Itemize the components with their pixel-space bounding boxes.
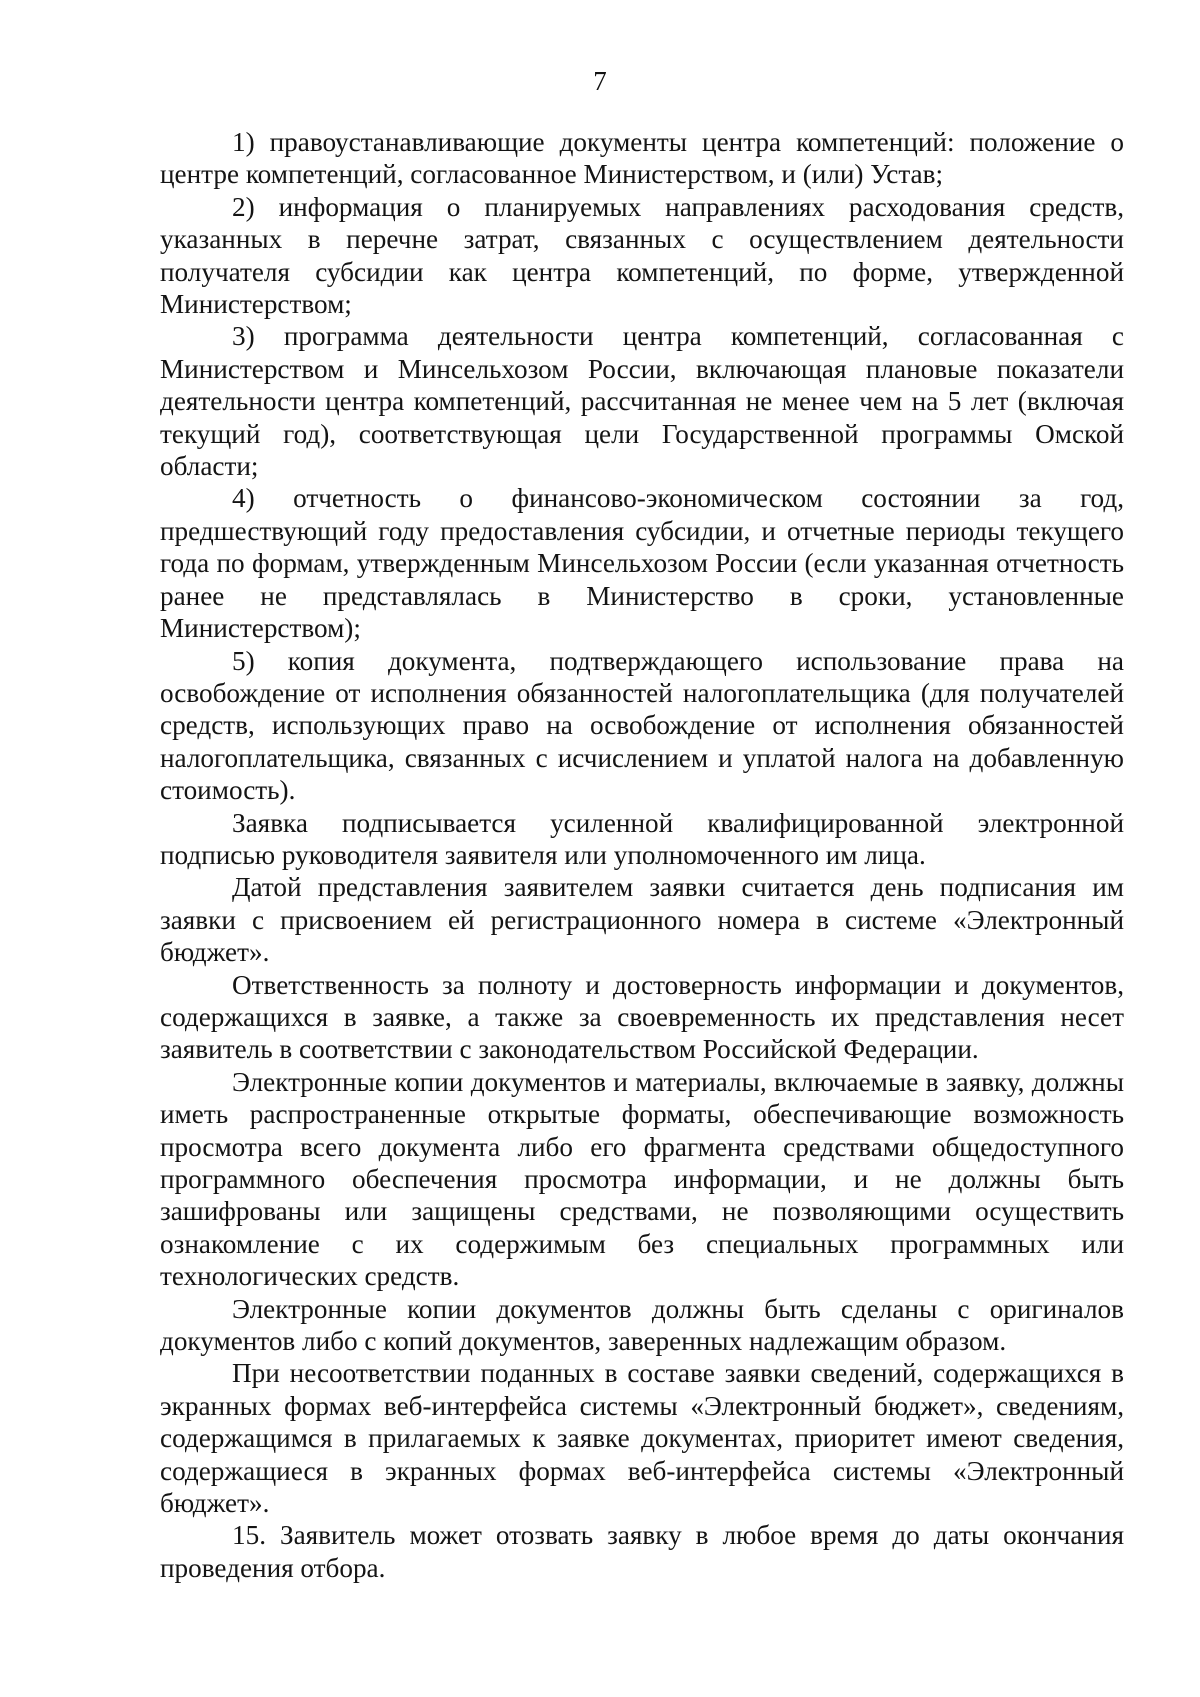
paragraph-submission-date: Датой представления заявителем заявки считается день подписания им заявки с присвоением ей регистрационного номера в системе «Электронный бюджет».	[160, 872, 1124, 968]
paragraph-electronic-copies: Электронные копии документов должны быть сделаны с оригиналов документов либо с копий документов, заверенных надлежащим образом.	[160, 1293, 1124, 1357]
paragraph-electronic-formats: Электронные копии документов и материалы, включаемые в заявку, должны иметь распространенные открытые форматы, обеспечивающие возможность просмотра всего документа либо его фрагмента средствами общедоступного программного обеспечения просмотра информации, и не должны быть зашифрованы или защищены средствами, не позволяющими осуществить ознакомление с их содержимым без специальных программных или технологических средств.	[160, 1066, 1124, 1292]
page-number: 7	[593, 66, 607, 96]
paragraph-item-2-spending-directions: 2) информация о планируемых направлениях расходования средств, указанных в перечне затрат, связанных с осуществлением деятельности получателя субсидии как центра компетенций, по форме, утвержденной Министерством;	[160, 191, 1124, 320]
paragraph-15-withdrawal: 15. Заявитель может отозвать заявку в любое время до даты окончания проведения отбора.	[160, 1520, 1124, 1583]
paragraph-responsibility: Ответственность за полноту и достоверность информации и документов, содержащихся в заявке, а также за своевременность их представления несет заявитель в соответствии с законодательством Российской Федерации.	[160, 969, 1124, 1065]
paragraph-signature: Заявка подписывается усиленной квалифицированной электронной подписью руководителя заявителя или уполномоченного им лица.	[160, 807, 1124, 870]
document-body	[160, 126, 1124, 1584]
paragraph-item-5-tax-exemption-copy: 5) копия документа, подтверждающего использование права на освобождение от исполнения обязанностей налогоплательщика (для получателей средств, использующих право на освобождение от исполнения обязанностей налогоплательщика, связанных с исчислением и уплатой налога на добавленную стоимость).	[160, 645, 1124, 806]
paragraph-item-4-financial-reporting: 4) отчетность о финансово-экономическом состоянии за год, предшествующий году предоставления субсидии, и отчетные периоды текущего года по формам, утвержденным Минсельхозом России (если указанная отчетность ранее не представлялась в Министерство в сроки, установленные Министерством);	[160, 483, 1124, 644]
paragraph-item-3-activity-program: 3) программа деятельности центра компетенций, согласованная с Министерством и Минсельхозом России, включающая плановые показатели деятельности центра компетенций, рассчитанная не менее чем на 5 лет (включая текущий год), соответствующая цели Государственной программы Омской области;	[160, 321, 1124, 482]
paragraph-priority-of-information: При несоответствии поданных в составе заявки сведений, содержащихся в экранных формах веб-интерфейса системы «Электронный бюджет», сведениям, содержащимся в прилагаемых к заявке документах, приоритет имеют сведения, содержащиеся в экранных формах веб-интерфейса системы «Электронный бюджет».	[160, 1358, 1124, 1519]
paragraph-item-1-founding-documents: 1) правоустанавливающие документы центра компетенций: положение о центре компетенций, согласованное Министерством, и (или) Устав;	[160, 127, 1124, 190]
